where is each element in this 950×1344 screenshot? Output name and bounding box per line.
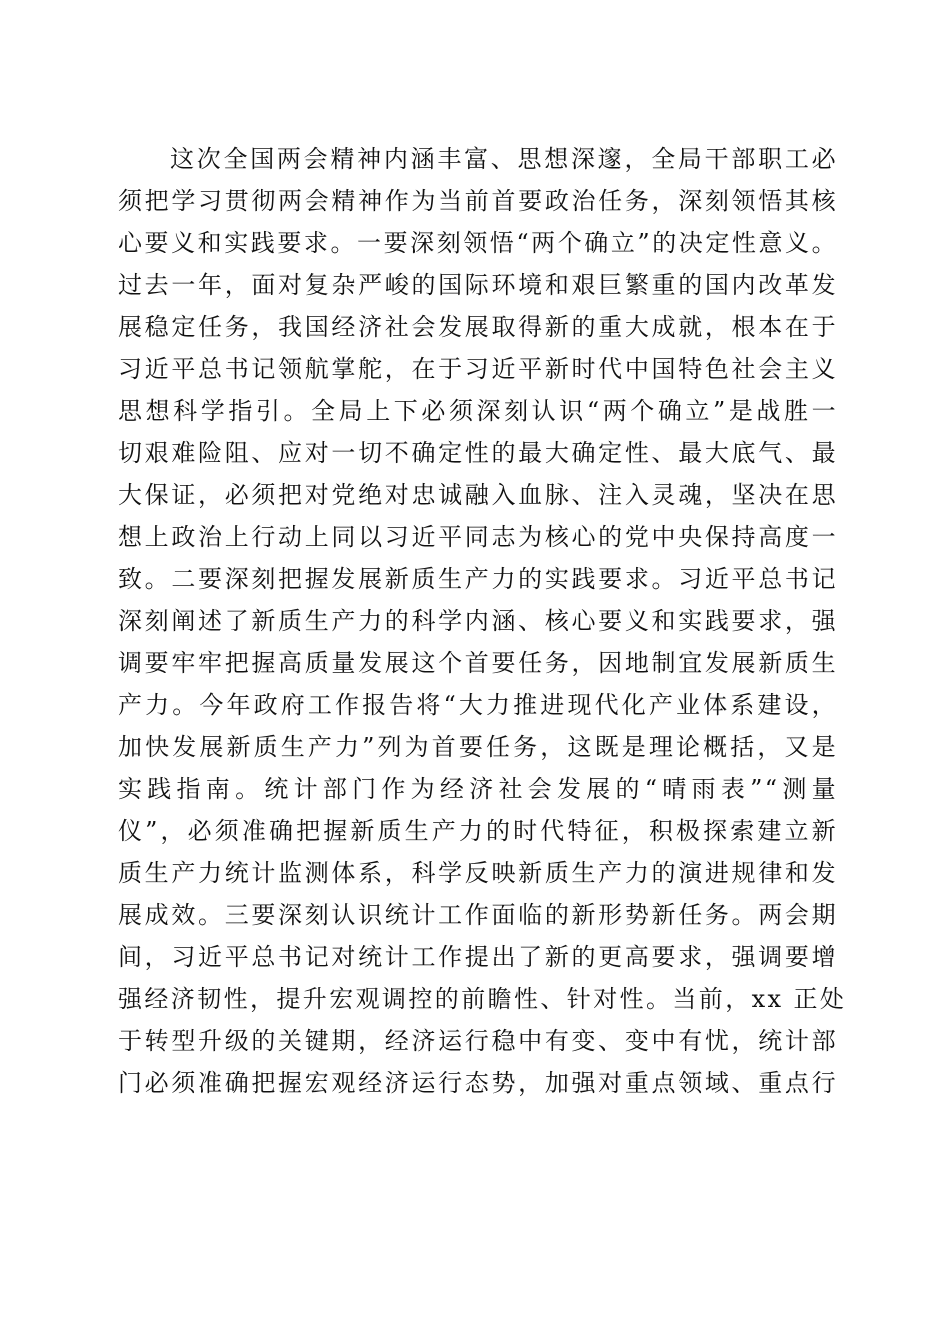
paragraph-line: 心要义和实践要求。一要深刻领悟“两个确立”的决定性意义。 [118,229,838,257]
paragraph-line: 强经济韧性，提升宏观调控的前瞻性、针对性。当前，xx 正处 [118,985,847,1013]
body-paragraph [118,138,847,1104]
paragraph-line: 实践指南。统计部门作为经济社会发展的“晴雨表”“测量 [118,775,838,803]
paragraph-line: 于转型升级的关键期，经济运行稳中有变、变中有忧，统计部 [118,1027,838,1055]
paragraph-line: 想上政治上行动上同以习近平同志为核心的党中央保持高度一 [118,523,838,551]
paragraph-line: 大保证，必须把对党绝对忠诚融入血脉、注入灵魂，坚决在思 [118,481,838,509]
paragraph-line: 深刻阐述了新质生产力的科学内涵、核心要义和实践要求，强 [118,607,838,635]
paragraph-line: 门必须准确把握宏观经济运行态势，加强对重点领域、重点行 [118,1069,838,1097]
paragraph-line: 质生产力统计监测体系，科学反映新质生产力的演进规律和发 [118,859,838,887]
paragraph-line: 产力。今年政府工作报告将“大力推进现代化产业体系建设， [118,691,838,719]
paragraph-line: 间，习近平总书记对统计工作提出了新的更高要求，强调要增 [118,943,838,971]
paragraph-line: 致。二要深刻把握发展新质生产力的实践要求。习近平总书记 [118,565,838,593]
paragraph-line: 加快发展新质生产力”列为首要任务，这既是理论概括，又是 [118,733,838,761]
paragraph-line: 展成效。三要深刻认识统计工作面临的新形势新任务。两会期 [118,901,838,929]
paragraph-line: 思想科学指引。全局上下必须深刻认识“两个确立”是战胜一 [118,397,838,425]
paragraph-line: 须把学习贯彻两会精神作为当前首要政治任务，深刻领悟其核 [118,187,838,215]
paragraph-line: 切艰难险阻、应对一切不确定性的最大确定性、最大底气、最 [118,439,838,467]
paragraph-line: 仪”，必须准确把握新质生产力的时代特征，积极探索建立新 [118,817,838,845]
paragraph-line: 习近平总书记领航掌舵，在于习近平新时代中国特色社会主义 [118,355,838,383]
paragraph-line: 过去一年，面对复杂严峻的国际环境和艰巨繁重的国内改革发 [118,271,838,299]
paragraph-line: 这次全国两会精神内涵丰富、思想深邃，全局干部职工必 [170,145,838,173]
paragraph-line: 调要牢牢把握高质量发展这个首要任务，因地制宜发展新质生 [118,649,838,677]
paragraph-line: 展稳定任务，我国经济社会发展取得新的重大成就，根本在于 [118,313,838,341]
